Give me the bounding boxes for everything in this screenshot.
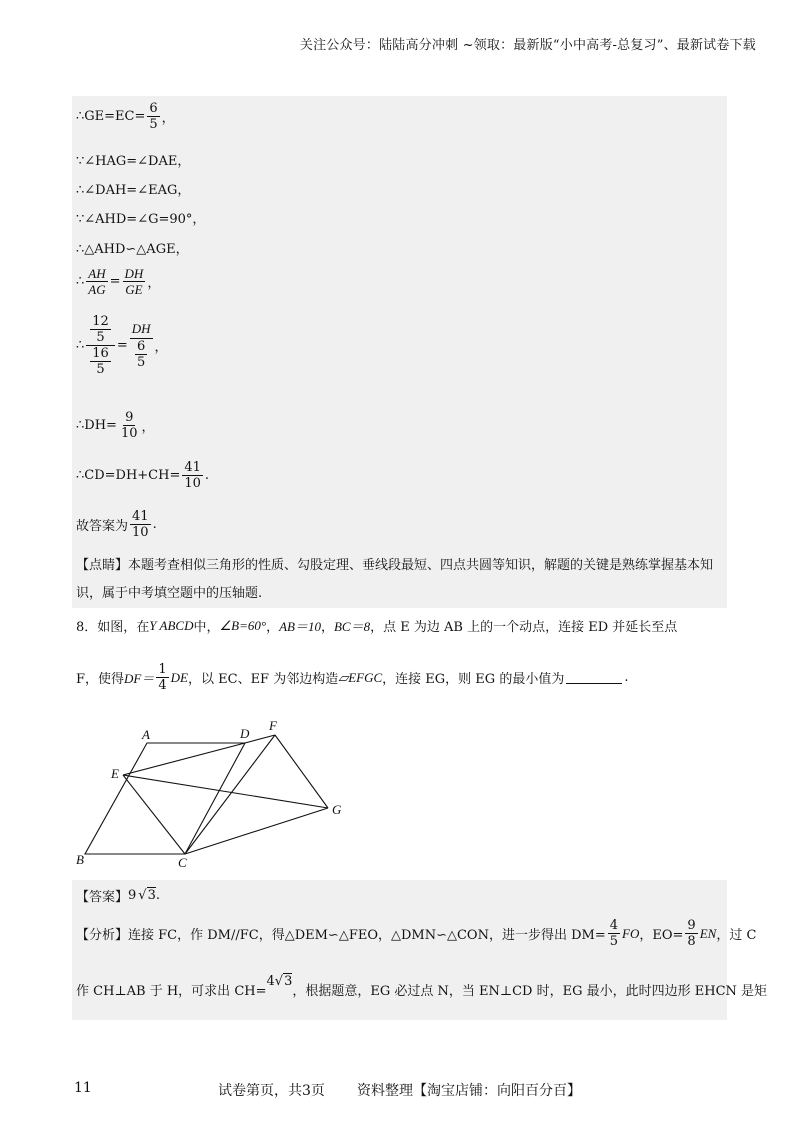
segment-fc — [185, 735, 275, 854]
label-g: G — [332, 802, 342, 817]
label-e: E — [111, 766, 119, 781]
question-line-1: 8．如图，在 Y ABCD 中， ∠B=60° ， AB＝10 ， BC＝8 ，点 E 为边 AB 上的一个动点，连接 ED 并延长至点 — [76, 617, 678, 635]
fraction: $\frac{AH}{AG}$ — [88, 266, 106, 297]
fraction: $\frac{6}{5}$ — [149, 101, 158, 132]
analysis-line-1: 【分析】 连接 FC，作 DM//FC，得△DEM∽△FEO，△DMN∽△CON，进一步得出 DM= $\frac{4}{5}$ FO ，EO= $\frac{9}{8}$ EN ，过 C — [76, 918, 757, 949]
fraction: $\frac{DH}{GE}$ — [124, 266, 144, 297]
step-ratio: ∴ $\frac{AH}{AG}$ = $\frac{DH}{GE}$ ， — [76, 266, 161, 297]
step-cd: ∴CD=DH+CH= $\frac{41}{10}$ . — [76, 460, 210, 491]
compound-fraction: $\frac{\frac{12}{5}}{\frac{16}{5}}$ — [86, 314, 115, 377]
analysis-block — [72, 880, 727, 1020]
comment: 【点睛】本题考查相似三角形的性质、勾股定理、垂线段最短、四点共圆等知识，解题的关键是熟练掌握基本知识，属于中考填空题中的压轴题. — [76, 558, 714, 601]
step-similar: ∴△AHD∽△AGE， — [76, 242, 189, 257]
label-b: B — [76, 852, 84, 867]
step-angle-dah: ∴∠DAH=∠EAG， — [76, 183, 191, 198]
geometry-diagram — [70, 712, 360, 872]
step-dh: ∴DH= $\frac{9}{10}$ ， — [76, 410, 155, 441]
question-line-2: F，使得 DF＝ $\frac{1}{4}$ DE ，以 EC、EF 为邻边构造 ▱EFGC ，连接 EG，则 EG 的最小值为 . — [76, 662, 629, 693]
analysis-line-2: 作 CH⊥AB 于 H，可求出 CH= 4√3 ，根据题意，EG 必过点 N，当 EN⊥CD 时，EG 最小，此时四边形 EHCN 是矩 — [76, 974, 768, 999]
step-angle-ahd: ∵∠AHD=∠G=90°， — [76, 212, 206, 227]
segment-fg — [275, 735, 328, 808]
label-f: F — [269, 718, 277, 733]
segment-ed — [123, 743, 245, 775]
page-header: 关注公众号：陆陆高分冲刺 ~领取：最新版“小中高考-总复习”、最新试卷下载 — [299, 38, 756, 53]
page-number: 11 — [74, 1080, 92, 1096]
solution-block — [72, 96, 727, 608]
answer-line: 【答案】 9 √3 . — [76, 888, 161, 905]
segment-ec — [123, 775, 185, 854]
footer-source: 资料整理【淘宝店铺：向阳百分百】 — [357, 1083, 581, 1099]
step-substitute: ∴ $\frac{\frac{12}{5}}{\frac{16}{5}}$ = $\frac{DH}{\frac{6}{5}}$ ， — [76, 314, 168, 377]
parallelogram-abcd — [85, 743, 245, 854]
answer-blank[interactable] — [566, 671, 622, 684]
label-a: A — [142, 727, 150, 742]
step-angle-hag: ∵∠HAG=∠DAE， — [76, 154, 191, 169]
label-c: C — [178, 855, 187, 870]
final-answer: 故答案为 $\frac{41}{10}$ . — [76, 509, 157, 540]
step-ge-ec: ∴GE=EC= $\frac{6}{5}$ ， — [76, 101, 175, 132]
label-d: D — [240, 726, 250, 741]
compound-fraction: $\frac{DH}{\frac{6}{5}}$ — [131, 321, 151, 370]
footer-page-info: 试卷第页，共3页 — [218, 1083, 325, 1099]
